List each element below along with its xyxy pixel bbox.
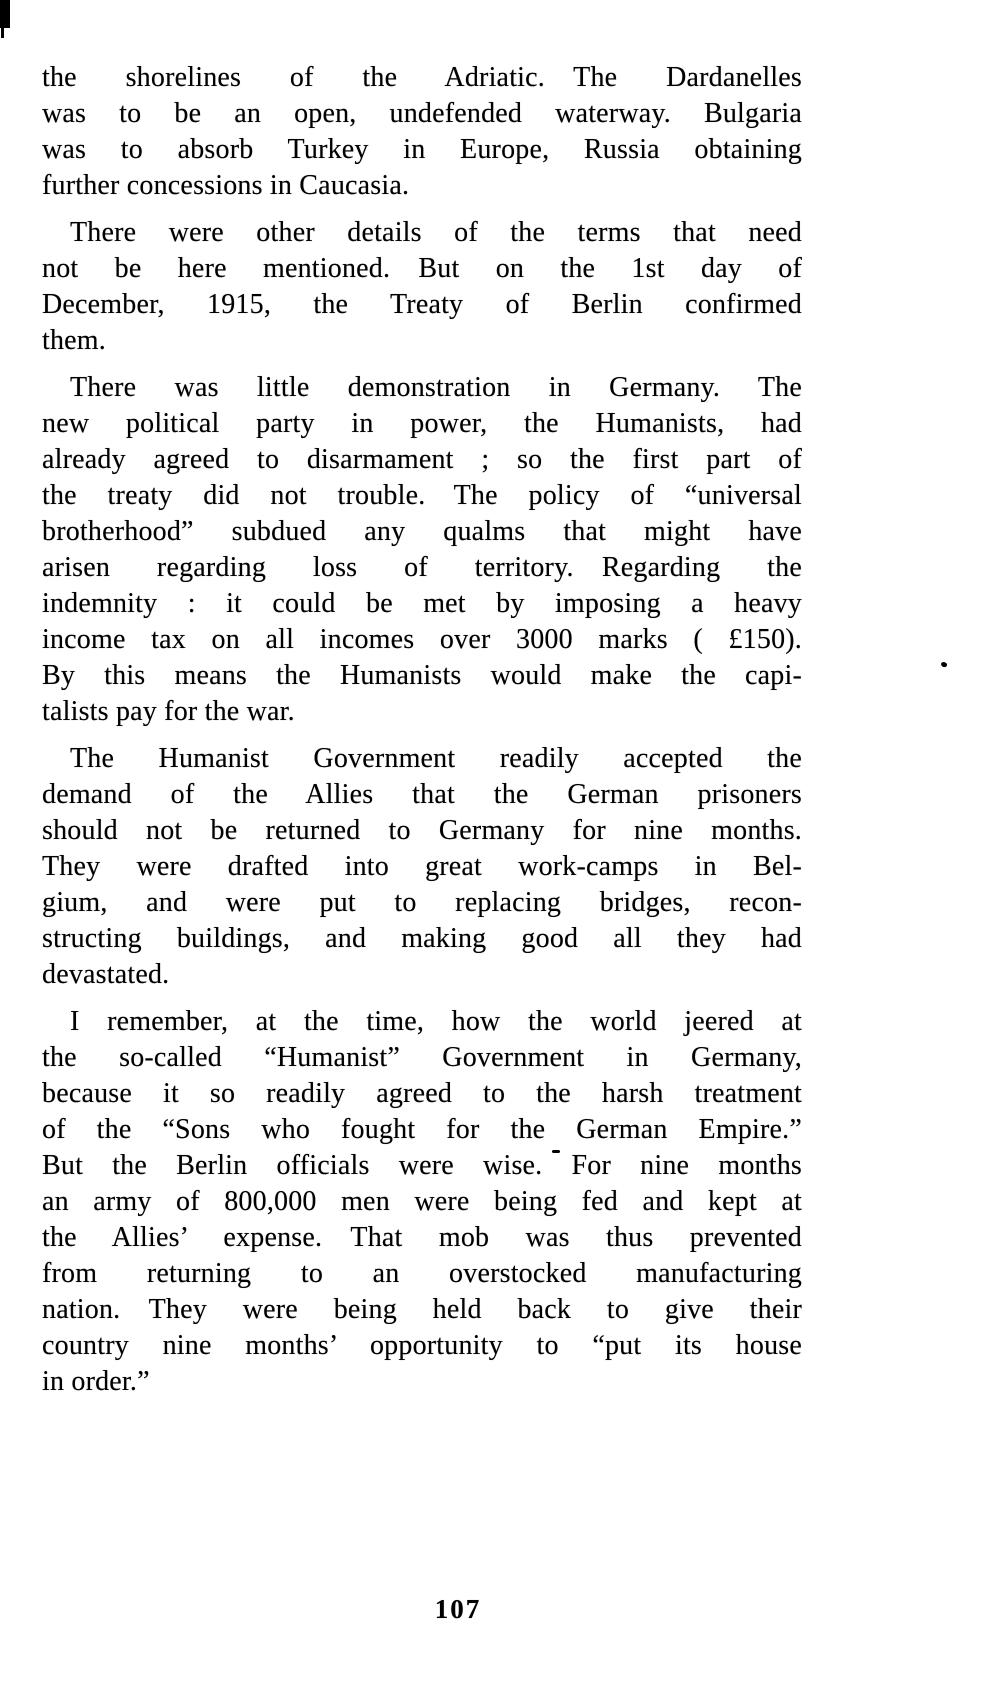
scan-artifact-speck (940, 661, 948, 669)
text-line: I remember, at the time, how the world jeered at (70, 1006, 802, 1037)
text-line: There was little demonstration in Germany. The (70, 372, 802, 403)
text-line: gium, and were put to replacing bridges, recon- (42, 887, 802, 918)
text-line: nation. They were being held back to give their (42, 1294, 802, 1325)
text-line: arisen regarding loss of territory. Regarding the (42, 552, 802, 583)
text-line: talists pay for the war. (42, 696, 295, 727)
paragraph-little-demonstration (42, 370, 802, 730)
text-line: By this means the Humanists would make the capi- (42, 660, 802, 691)
text-line: new political party in power, the Humanists, had (42, 408, 802, 439)
text-line: was to be an open, undefended waterway. Bulgaria (42, 98, 802, 129)
page-text (42, 60, 802, 1400)
text-line: devastated. (42, 959, 170, 990)
text-line: indemnity : it could be met by imposing a heavy (42, 588, 802, 619)
text-line: an army of 800,000 men were being fed and kept at (42, 1186, 802, 1217)
text-line: was to absorb Turkey in Europe, Russia obtaining (42, 134, 802, 165)
text-line: country nine months’ opportunity to “put its house (42, 1330, 802, 1361)
text-line: brotherhood” subdued any qualms that might have (42, 516, 802, 547)
text-line: because it so readily agreed to the harsh treatment (42, 1078, 802, 1109)
text-line: the Allies’ expense. That mob was thus prevented (42, 1222, 802, 1253)
text-line: demand of the Allies that the German prisoners (42, 779, 802, 810)
text-line: They were drafted into great work-camps in Bel- (42, 851, 802, 882)
text-line: further concessions in Caucasia. (42, 170, 410, 201)
paragraph-shorelines (42, 60, 802, 204)
text-line: the shorelines of the Adriatic. The Dardanelles (42, 62, 802, 93)
scan-artifact-corner-tail (1, 27, 4, 38)
text-line: income tax on all incomes over 3000 marks ( £150). (42, 624, 802, 655)
text-line: December, 1915, the Treaty of Berlin confirmed (42, 289, 802, 320)
text-line: from returning to an overstocked manufacturing (42, 1258, 802, 1289)
text-line: not be here mentioned. But on the 1st day of (42, 253, 802, 284)
text-line: in order.” (42, 1366, 150, 1397)
text-line: should not be returned to Germany for nine months. (42, 815, 802, 846)
paragraph-i-remember (42, 1004, 802, 1400)
text-line: The Humanist Government readily accepted the (70, 743, 802, 774)
text-line: the treaty did not trouble. The policy of “universal (42, 480, 802, 511)
paragraph-humanist-government (42, 741, 802, 993)
text-line: the so-called “Humanist” Government in Germany, (42, 1042, 802, 1073)
text-line: them. (42, 325, 106, 356)
page-number: 107 (434, 1594, 482, 1624)
scan-artifact-corner-mark (0, 0, 10, 28)
text-line: already agreed to disarmament ; so the first part of (42, 444, 802, 475)
paragraph-treaty-of-berlin (42, 215, 802, 359)
text-line: structing buildings, and making good all they had (42, 923, 802, 954)
text-line: of the “Sons who fought for the German Empire.” (42, 1114, 802, 1145)
text-line: But the Berlin officials were wise. For nine months (42, 1150, 802, 1181)
text-line: There were other details of the terms that need (70, 217, 802, 248)
